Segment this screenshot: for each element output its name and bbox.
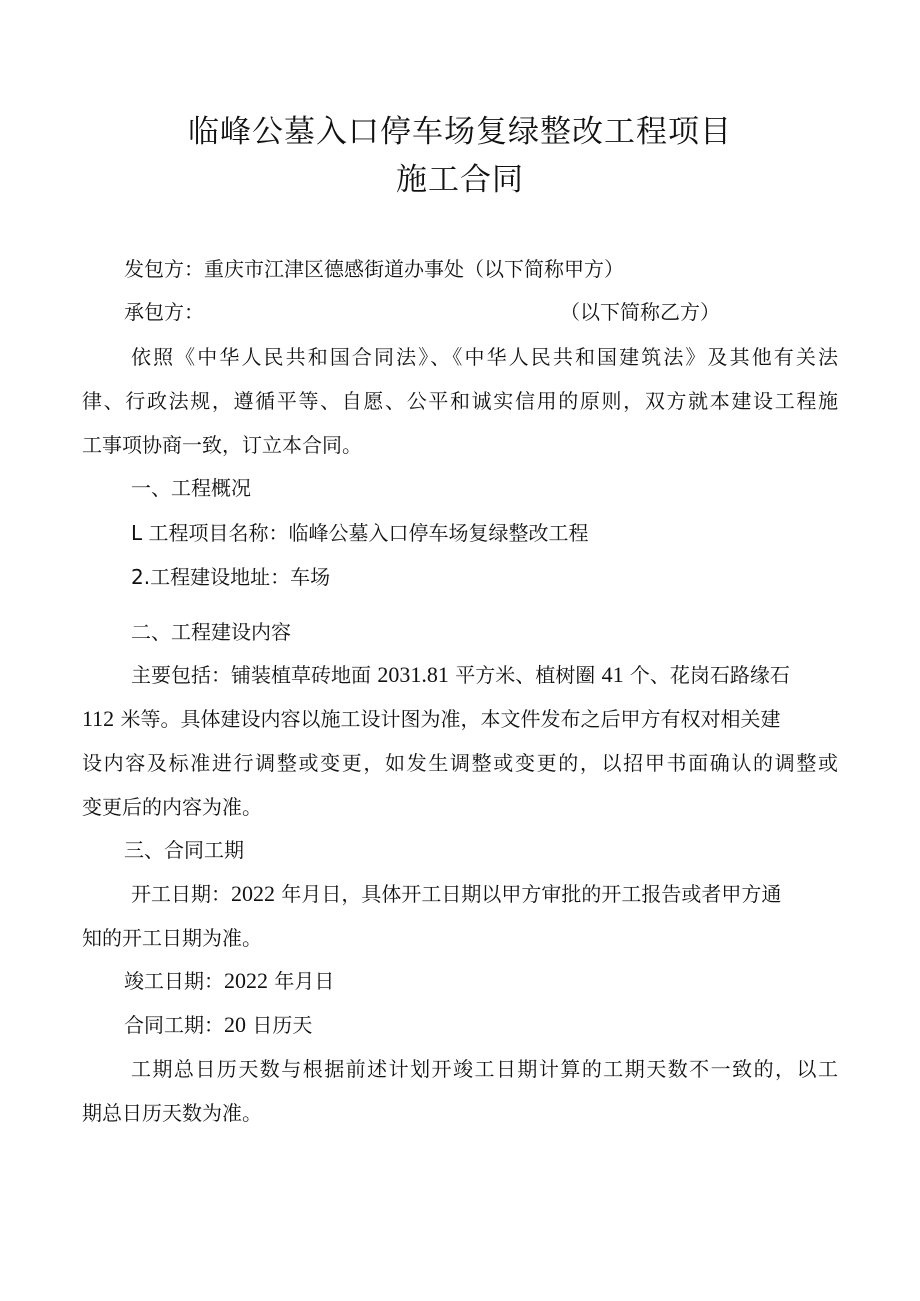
start-year: 2022 <box>231 881 275 906</box>
document-subtitle: 施工合同 <box>396 162 524 198</box>
scope-text-a: 主要包括：铺装植草砖地面 <box>131 663 378 687</box>
scope-line-3: 设内容及标准进行调整或变更，如发生调整或变更的，以招甲书面确认的调整或 <box>82 751 838 775</box>
project-name-item: L 工程项目名称：临峰公墓入口停车场复绿整改工程 <box>131 521 589 545</box>
scope-line-1 <box>131 662 790 688</box>
contract-period-unit: 日历天 <box>246 1013 313 1037</box>
tree-ring-count: 41 <box>601 662 624 687</box>
paving-area-value: 2031.81 <box>377 662 449 687</box>
start-date-line <box>131 881 781 907</box>
employer-label: 发包方： <box>124 257 204 281</box>
start-date-text: 年月日，具体开工日期以甲方审批的开工报告或者甲方通 <box>275 882 782 906</box>
scope-text-b: 平方米、植树圈 <box>448 663 602 687</box>
period-note-line-1: 工期总日历天数与根据前述计划开竣工日期计算的工期天数不一致的，以工 <box>131 1057 838 1081</box>
contract-period-line <box>124 1012 312 1038</box>
finish-date-text: 年月日 <box>268 969 335 993</box>
contract-period-label: 合同工期： <box>124 1013 224 1037</box>
document-title: 临峰公墓入口停车场复绿整改工程项目 <box>188 114 732 150</box>
preamble-line-1: 依照《中华人民共和国合同法》、《中华人民共和国建筑法》及其他有关法 <box>131 345 838 369</box>
finish-date-line <box>124 968 334 994</box>
preamble-line-3: 工事项协商一致，订立本合同。 <box>82 433 362 457</box>
contractor-value: （以下简称乙方） <box>560 300 720 324</box>
project-address-item: 2.工程建设地址：车场 <box>131 565 331 589</box>
employer-value: 重庆市江津区德感街道办事处（以下简称甲方） <box>204 257 624 281</box>
section-2-heading: 二、工程建设内容 <box>131 620 291 644</box>
employer-line <box>124 256 624 282</box>
scope-line-4: 变更后的内容为准。 <box>82 795 262 819</box>
preamble-line-2: 律、行政法规，遵循平等、自愿、公平和诚实信用的原则，双方就本建设工程施 <box>82 389 838 413</box>
start-date-label: 开工日期： <box>131 882 231 906</box>
section-3-heading: 三、合同工期 <box>124 838 244 862</box>
contract-period-days: 20 <box>224 1012 246 1037</box>
start-date-line-2: 知的开工日期为准。 <box>82 926 262 950</box>
section-1-heading: 一、工程概况 <box>131 476 251 500</box>
contractor-label: 承包方： <box>124 300 204 324</box>
scope-text-c: 个、花岗石路缘石 <box>623 663 790 687</box>
finish-year: 2022 <box>224 968 268 993</box>
finish-date-label: 竣工日期： <box>124 969 224 993</box>
period-note-line-2: 期总日历天数为准。 <box>82 1101 262 1125</box>
scope-line-2-text: 米等。具体建设内容以施工设计图为准，本文件发布之后甲方有权对相关建 <box>114 707 781 731</box>
scope-line-2 <box>82 706 781 732</box>
curb-length-value: 112 <box>82 706 115 731</box>
